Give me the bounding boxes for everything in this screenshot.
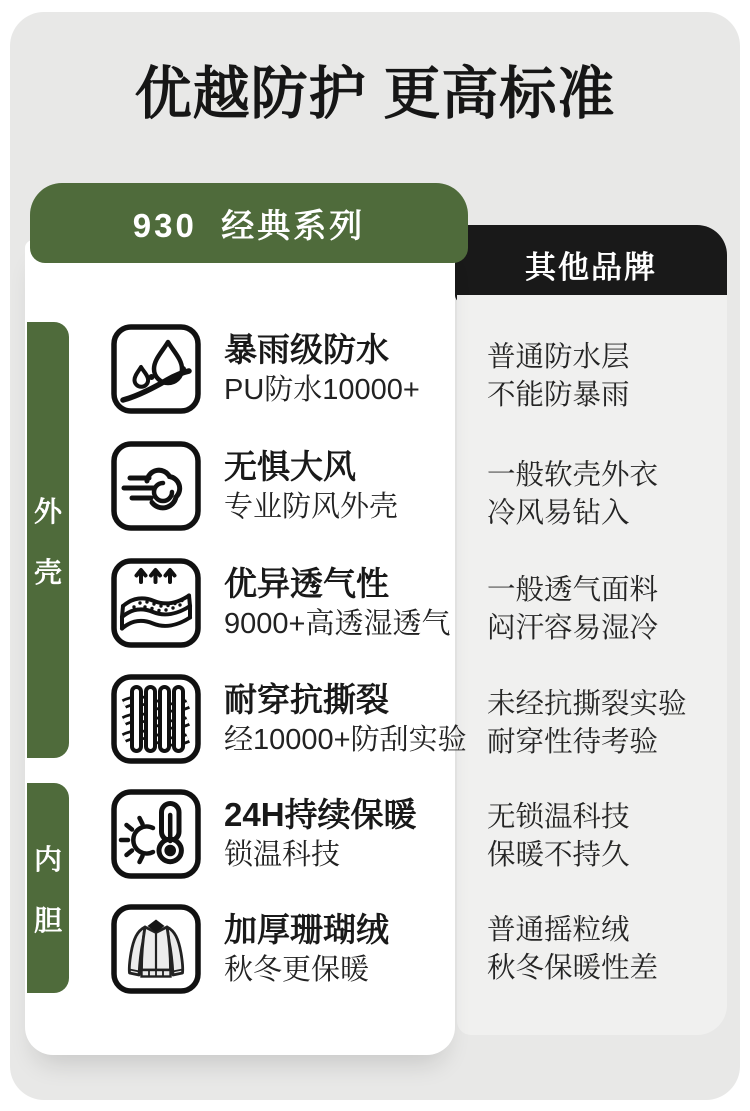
competitor-row-line1: 一般软壳外衣 (487, 459, 659, 491)
feature-subtitle: 经10000+防刮实验 (224, 723, 467, 756)
feature-row (110, 557, 450, 649)
competitor-row (487, 571, 658, 647)
feature-row (110, 440, 398, 532)
competitor-row (487, 456, 658, 532)
competitor-row-line2: 冷风易钻入 (487, 497, 630, 529)
feature-title: 优异透气性 (224, 564, 389, 602)
feature-title: 加厚珊瑚绒 (224, 910, 389, 948)
product-header (30, 183, 468, 263)
competitor-row-line2: 保暖不持久 (487, 839, 630, 871)
competitor-header (455, 225, 727, 303)
competitor-row-line1: 无锁温科技 (487, 801, 630, 833)
competitor-row-line1: 普通防水层 (487, 341, 630, 373)
feature-title: 暴雨级防水 (224, 330, 389, 368)
competitor-row (487, 798, 630, 874)
competitor-row-line1: 普通摇粒绒 (487, 914, 630, 946)
feature-text (224, 796, 417, 873)
side-tab-char: 壳 (33, 556, 62, 588)
feature-row (110, 323, 420, 415)
fleece-jacket-icon (110, 903, 202, 995)
promo-card (10, 12, 740, 1100)
competitor-row (487, 685, 687, 761)
side-tab-char: 内 (33, 843, 62, 875)
feature-title: 耐穿抗撕裂 (224, 680, 389, 718)
side-tab-liner (27, 783, 69, 993)
feature-text (224, 331, 420, 408)
competitor-row (487, 911, 658, 987)
competitor-row-line1: 未经抗撕裂实验 (487, 688, 687, 720)
feature-title: 24H持续保暖 (224, 795, 417, 833)
product-header-label: 930 经典系列 (132, 206, 366, 244)
competitor-panel (457, 295, 727, 1035)
competitor-row-line2: 秋冬保暖性差 (487, 952, 659, 984)
feature-subtitle: PU防水10000+ (224, 373, 420, 406)
competitor-row (487, 338, 630, 414)
side-tab-char: 外 (33, 495, 62, 527)
side-tab-shell (27, 322, 69, 758)
feature-row (110, 903, 389, 995)
thermo-sun-icon (110, 788, 202, 880)
side-tab-char: 胆 (33, 904, 62, 936)
waterproof-icon (110, 323, 202, 415)
feature-subtitle: 秋冬更保暖 (224, 953, 370, 986)
competitor-row-line2: 不能防暴雨 (487, 379, 630, 411)
feature-title: 无惧大风 (224, 447, 356, 485)
feature-subtitle: 专业防风外壳 (224, 490, 399, 523)
competitor-row-line2: 耐穿性待考验 (487, 726, 659, 758)
competitor-row-line2: 闷汗容易湿冷 (487, 612, 659, 644)
feature-row (110, 788, 417, 880)
feature-text (224, 565, 450, 642)
breathable-icon (110, 557, 202, 649)
feature-subtitle: 9000+高透湿透气 (224, 607, 451, 640)
windproof-icon (110, 440, 202, 532)
page-title: 优越防护 更高标准 (134, 62, 616, 126)
tear-resistant-icon (110, 673, 202, 765)
feature-text (224, 911, 389, 988)
feature-text (224, 448, 398, 525)
competitor-row-line1: 一般透气面料 (487, 574, 659, 606)
product-panel (25, 240, 467, 1055)
competitor-header-label: 其他品牌 (525, 249, 657, 285)
feature-row (110, 673, 467, 765)
feature-text (224, 681, 467, 758)
feature-subtitle: 锁温科技 (224, 838, 341, 871)
